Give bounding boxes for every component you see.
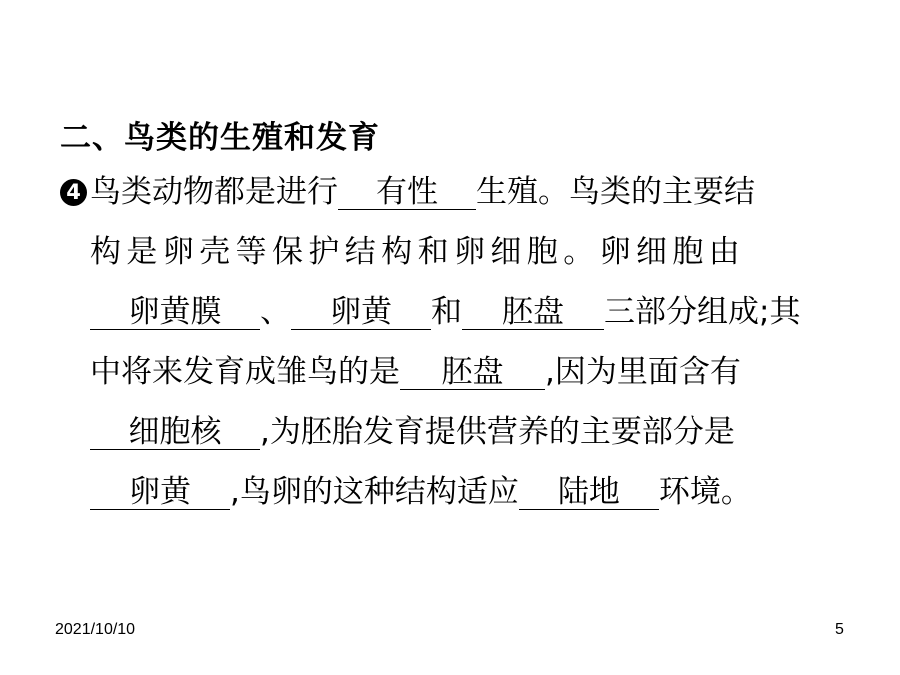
question-line-4 [90, 352, 741, 392]
question-line-1 [60, 172, 755, 212]
answer-blank-yolk-membrane: 卵黄膜 [90, 295, 260, 330]
line4-text-after: ,因为里面含有 [545, 354, 741, 390]
answer-blank-yolk-2: 卵黄 [90, 475, 230, 510]
question-line-3 [90, 292, 800, 332]
answer-blank-germinal-disc: 胚盘 [462, 295, 604, 330]
answer-blank-nucleus: 细胞核 [90, 415, 260, 450]
line6-text-middle: ,鸟卵的这种结构适应 [230, 474, 519, 510]
answer-blank-land: 陆地 [519, 475, 659, 510]
footer-page-number: 5 [835, 621, 844, 638]
line1-text-after: 生殖。鸟类的主要结 [476, 174, 755, 210]
line3-text-after: 三部分组成;其 [604, 294, 801, 330]
line1-text-before: 鸟类动物都是进行 [90, 174, 338, 210]
question-line-6 [90, 472, 752, 512]
answer-blank-sexual: 有性 [338, 175, 476, 210]
question-number-badge: 4 [60, 179, 87, 206]
line3-sep-1: 、 [260, 294, 291, 330]
section-heading: 二、鸟类的生殖和发育 [60, 120, 380, 156]
answer-blank-yolk: 卵黄 [291, 295, 431, 330]
question-line-2: 构是卵壳等保护结构和卵细胞。卵细胞由 [90, 234, 746, 270]
question-line-5 [90, 412, 735, 452]
answer-blank-germinal-disc-2: 胚盘 [400, 355, 545, 390]
line4-text-before: 中将来发育成雏鸟的是 [90, 354, 400, 390]
line5-text-after: ,为胚胎发育提供营养的主要部分是 [260, 414, 735, 450]
line6-text-after: 环境。 [658, 474, 752, 510]
footer-date: 2021/10/10 [55, 621, 136, 638]
line3-sep-2: 和 [431, 294, 462, 330]
